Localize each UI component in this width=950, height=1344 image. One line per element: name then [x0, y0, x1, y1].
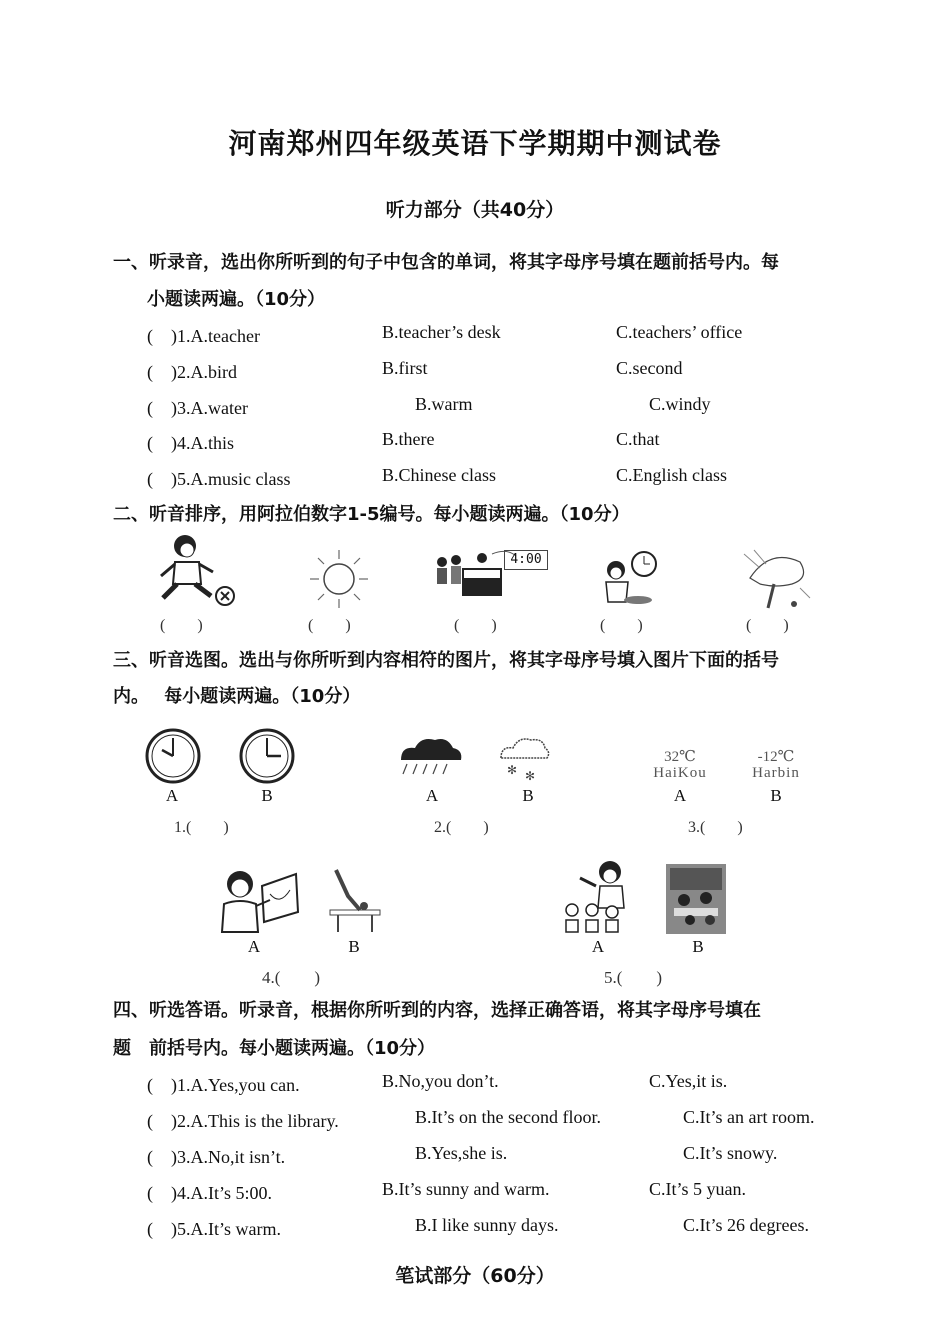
girl-watering-flowers-picture	[560, 856, 634, 936]
picture-question-4[interactable]: 4.( )	[262, 968, 321, 987]
order-blank-5[interactable]: ( )	[746, 617, 789, 634]
option-c: C.It’s 5 yuan.	[649, 1179, 746, 1199]
girl-eating-picture	[598, 548, 674, 610]
option-b: B.Chinese class	[382, 465, 496, 485]
option-c: C.It’s 26 degrees.	[683, 1215, 809, 1235]
svg-text:✻: ✻	[525, 769, 536, 783]
order-blank-4[interactable]: ( )	[600, 617, 643, 634]
temperature-a: 32℃	[664, 749, 696, 765]
part1-instruction-line2: 小题读两遍。（10分）	[147, 289, 326, 310]
option-b: B.I like sunny days.	[415, 1215, 559, 1235]
clock-picture-b	[239, 728, 295, 784]
part2-instruction: 二、听音排序，用阿拉伯数字1-5编号。每小题读两遍。（10分）	[113, 504, 630, 525]
option-c: C.Yes,it is.	[649, 1071, 728, 1091]
city-b: Harbin	[752, 765, 800, 781]
option-b: B.warm	[415, 394, 473, 414]
option-b: B.No,you don’t.	[382, 1071, 499, 1091]
classroom-picture	[666, 864, 726, 934]
order-blank-3[interactable]: ( )	[454, 617, 497, 634]
picture-question-1[interactable]: 1.( )	[174, 819, 229, 836]
choice-label-b: B	[261, 786, 273, 805]
question-option-a: ( )1.A.teacher	[147, 326, 260, 346]
choice-label-a: A	[673, 786, 687, 805]
clock-text-box: 4:00	[504, 550, 548, 570]
choice-label-b: B	[522, 786, 534, 805]
part4-instruction-line1: 四、听选答语。听录音，根据你所听到的内容，选择正确答语，将其字母序号填在	[113, 1000, 761, 1021]
option-b: B.Yes,she is.	[415, 1143, 508, 1163]
girl-painting-picture	[210, 866, 302, 938]
part3-instruction-line1: 三、听音选图。选出与你所听到内容相符的图片，将其字母序号填入图片下面的括号	[113, 650, 779, 671]
choice-label-b: B	[348, 937, 360, 956]
option-c: C.teachers’ office	[616, 322, 743, 342]
page-title: 河南郑州四年级英语下学期期中测试卷	[228, 127, 722, 160]
option-b: B.teacher’s desk	[382, 322, 501, 342]
option-b: B.first	[382, 358, 428, 378]
svg-text:✻: ✻	[507, 763, 518, 777]
listening-header: 听力部分（共40分）	[385, 199, 565, 221]
question-option-a: ( )1.A.Yes,you can.	[147, 1075, 300, 1095]
option-b: B.there	[382, 429, 435, 449]
sun-picture	[308, 548, 370, 610]
choice-label-a: A	[425, 786, 439, 805]
gymnast-picture	[326, 866, 384, 934]
written-header: 笔试部分（60分）	[395, 1265, 555, 1287]
boy-soccer-picture	[155, 532, 245, 612]
option-c: C.It’s an art room.	[683, 1107, 815, 1127]
part4-instruction-line2: 题 前括号内。每小题读两遍。（10分）	[113, 1038, 436, 1059]
question-option-a: ( )4.A.this	[147, 433, 234, 453]
question-option-a: ( )3.A.No,it isn’t.	[147, 1147, 286, 1167]
question-option-a: ( )4.A.It’s 5:00.	[147, 1183, 272, 1203]
option-c: C.It’s snowy.	[683, 1143, 778, 1163]
order-blank-1[interactable]: ( )	[160, 617, 203, 634]
part1-instruction-line1: 一、听录音，选出你所听到的句子中包含的单词，将其字母序号填在题前括号内。每	[113, 252, 779, 273]
option-c: C.second	[616, 358, 683, 378]
choice-label-a: A	[591, 937, 605, 956]
choice-label-b: B	[692, 937, 704, 956]
part3-instruction-line2: 内。 每小题读两遍。（10分）	[113, 686, 361, 707]
windy-tree-picture	[740, 548, 816, 612]
question-option-a: ( )3.A.water	[147, 398, 248, 418]
choice-label-a: A	[165, 786, 179, 805]
question-option-a: ( )2.A.bird	[147, 362, 237, 382]
temperature-b: -12℃	[757, 749, 795, 765]
option-c: C.windy	[649, 394, 711, 414]
snow-cloud-picture	[497, 734, 553, 784]
city-a: HaiKou	[653, 765, 707, 781]
option-c: C.English class	[616, 465, 727, 485]
question-option-a: ( )5.A.It’s warm.	[147, 1219, 281, 1239]
option-c: C.that	[616, 429, 660, 449]
picture-question-2[interactable]: 2.( )	[434, 819, 489, 836]
picture-question-3[interactable]: 3.( )	[688, 819, 743, 836]
option-b: B.It’s on the second floor.	[415, 1107, 601, 1127]
question-option-a: ( )2.A.This is the library.	[147, 1111, 339, 1131]
order-blank-2[interactable]: ( )	[308, 617, 351, 634]
choice-label-a: A	[247, 937, 261, 956]
choice-label-b: B	[770, 786, 782, 805]
question-option-a: ( )5.A.music class	[147, 469, 291, 489]
picture-question-5[interactable]: 5.( )	[604, 968, 663, 987]
clock-picture-a	[145, 728, 201, 784]
rain-cloud-picture	[397, 734, 465, 780]
option-b: B.It’s sunny and warm.	[382, 1179, 550, 1199]
